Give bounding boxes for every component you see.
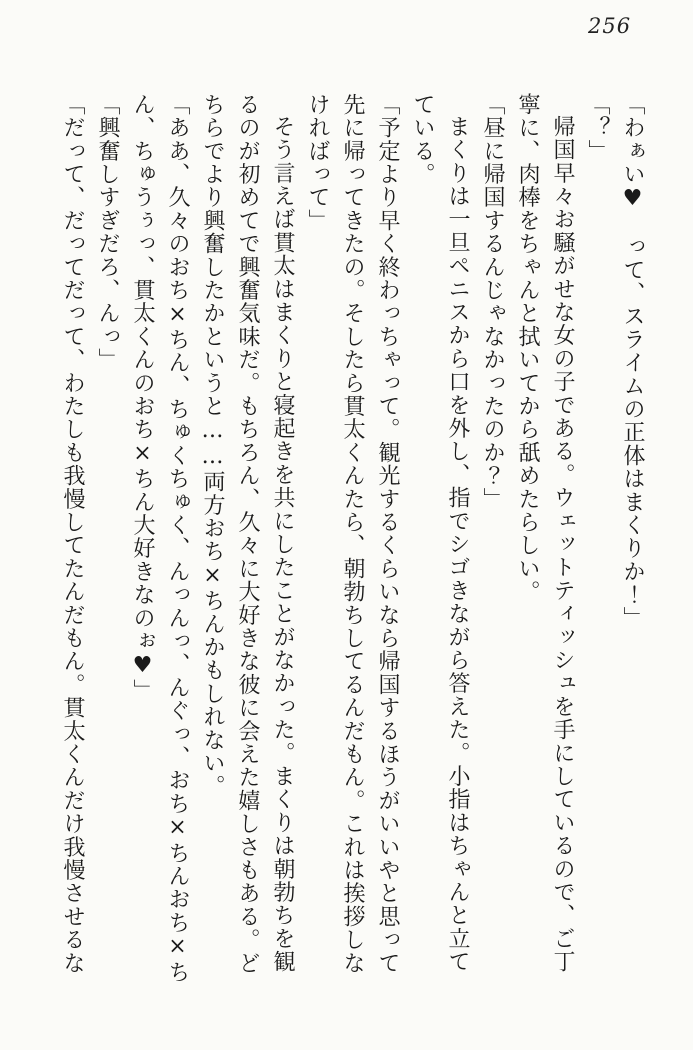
text-line: 「？」 — [585, 93, 610, 163]
text-area — [55, 93, 650, 1013]
text-line: 「興奮しすぎだろ、んっ」 — [95, 93, 120, 372]
text-line: 「予定より早く終わっちゃって。観光するくらいなら帰国するほうがいいやと思って — [375, 93, 400, 975]
page-number: 256 — [588, 14, 632, 38]
text-line: 「だって、だってだって、わたしも我慢してたんだもん。貫太くんだけ我慢させるな — [60, 93, 85, 975]
text-line: 「昼に帰国するんじゃなかったのか？」 — [480, 93, 505, 511]
text-line: 先に帰ってきたの。そしたら貫太くんたら、朝勃ちしてるんだもん。これは挨拶しな — [340, 93, 365, 975]
text-line: ている。 — [410, 93, 435, 186]
text-line: 「ああ、久々のおち×ちん、ちゅくちゅく、んっんっ、んぐっ、おち×ちんおち×ち — [165, 93, 190, 984]
text-line: 寧に、肉棒をちゃんと拭いてから舐めたらしい。 — [515, 93, 540, 604]
text-line: そう言えば貫太はまくりと寝起きを共にしたことがなかった。まくりは朝勃ちを観 — [270, 115, 295, 974]
text-line: ければって」 — [305, 93, 330, 233]
text-line: まくりは一旦ペニスから口を外し、指でシゴきながら答えた。小指はちゃんと立て — [445, 115, 470, 974]
text-line: 「わぁい♥ って、スライムの正体はまくりか！」 — [620, 93, 645, 630]
text-line: 帰国早々お騒がせな女の子である。ウェットティッシュを手にしているので、ご丁 — [550, 115, 575, 974]
text-line: ん、ちゅうぅっ、貫太くんのおち×ちん大好きなのぉ♥」 — [130, 93, 155, 703]
text-line: ちらでより興奮したかというと……両方おち×ちんかもしれない。 — [200, 93, 225, 798]
text-line: るのが初めてで興奮気味だ。もちろん、久々に大好きな彼に会えた嬉しさもある。ど — [235, 93, 260, 975]
